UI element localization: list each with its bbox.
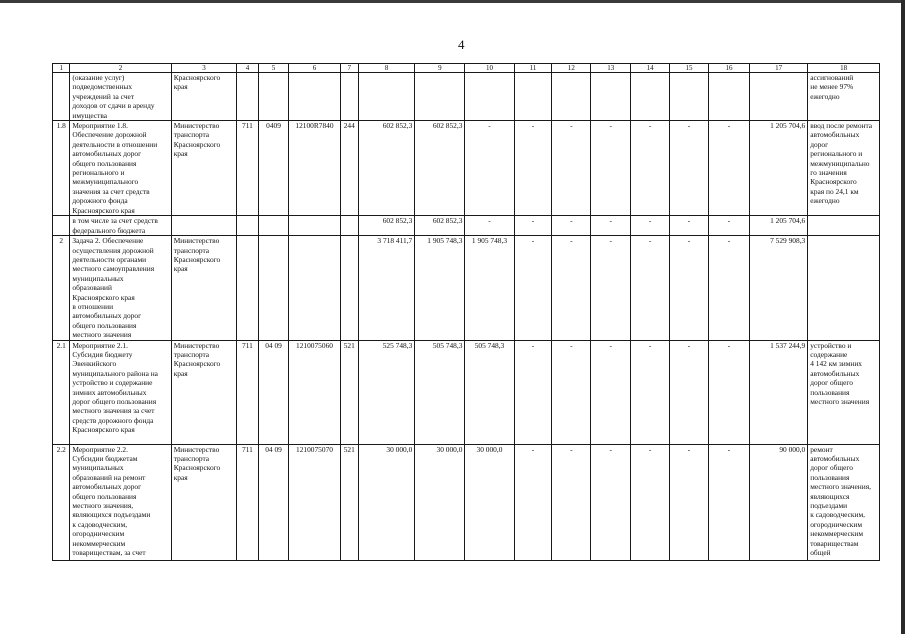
table-cell-col-10 — [465, 340, 514, 444]
cell-text: ремонт автомобильных дорог общего пользования местного значения, являющихся подъездами к садоводческим, огородническим некоммерческим товариществам общей — [810, 444, 871, 558]
cell-text: - — [570, 121, 573, 131]
cell-text: 2.1 — [56, 340, 66, 350]
cell-text: - — [687, 121, 691, 131]
table-cell-col-12 — [552, 121, 591, 216]
table-cell-col-16 — [708, 444, 749, 560]
table-cell-col-15 — [670, 216, 709, 236]
table-cell-col-18 — [808, 73, 880, 121]
table-cell-col-15 — [670, 444, 709, 560]
table-cell-col-2 — [70, 216, 171, 236]
cell-text: - — [531, 340, 535, 350]
table-cell-col-10 — [465, 216, 514, 236]
table-cell-col-1 — [53, 216, 70, 236]
table-cell-col-12 — [552, 444, 591, 560]
cell-text: 602 852,3 — [432, 216, 463, 226]
cell-text: 3 718 411,7 — [377, 236, 413, 246]
cell-text: 1.8 — [56, 121, 66, 131]
table-cell-col-11 — [514, 444, 552, 560]
cell-text: Мероприятие 2.1. Субсидия бюджету Эвенкийского муниципального района на устройство и содержание зимних автомобильных дорог общего пользования местного значения за счет средств дорожного фонда Красноярского края — [72, 340, 158, 435]
table-cell-col-11 — [514, 216, 552, 236]
cell-text: 505 748,3 — [432, 340, 463, 350]
column-header: 17 — [749, 64, 807, 73]
table-cell-col-10 — [465, 444, 514, 560]
table-row-continuation — [53, 73, 880, 121]
table-cell-col-14 — [631, 121, 670, 216]
cell-text: - — [648, 340, 652, 350]
table-cell-col-8 — [358, 121, 414, 216]
column-header: 10 — [465, 64, 514, 73]
cell-text: 711 — [242, 121, 253, 131]
table-row-federal-budget — [53, 216, 880, 236]
table-cell-col-3 — [171, 340, 237, 444]
cell-text: - — [609, 121, 612, 131]
table-cell-col-9 — [415, 121, 465, 216]
cell-text: - — [531, 216, 535, 226]
table-cell-col-10 — [465, 73, 514, 121]
table-cell-col-7 — [340, 73, 358, 121]
cell-text: - — [609, 340, 612, 350]
table-cell-col-4 — [237, 444, 258, 560]
table-cell-col-17 — [749, 121, 807, 216]
table-cell-col-6 — [289, 73, 340, 121]
cell-text: - — [488, 216, 491, 226]
cell-text: 1 537 244,9 — [770, 340, 806, 350]
cell-text: - — [648, 216, 652, 226]
table-cell-col-1 — [53, 444, 70, 560]
cell-text: 525 748,3 — [382, 340, 413, 350]
cell-text: ввод после ремонта автомобильных дорог регионального и межмуниципально го значения Красноярского края по 24,1 км ежегодно — [810, 121, 873, 206]
table-row-2-1 — [53, 340, 880, 444]
cell-text: - — [570, 216, 573, 226]
table-cell-col-3 — [171, 216, 237, 236]
table-cell-col-13 — [591, 340, 631, 444]
table-cell-col-16 — [708, 73, 749, 121]
table-cell-col-7 — [340, 340, 358, 444]
cell-text: - — [727, 340, 731, 350]
table-cell-col-13 — [591, 73, 631, 121]
cell-text: 521 — [343, 340, 355, 350]
top-border — [0, 0, 905, 3]
cell-text: 505 748,3 — [474, 340, 505, 350]
cell-text: Министерство транспорта Красноярского края — [173, 444, 221, 482]
cell-text: - — [609, 216, 612, 226]
table-cell-col-13 — [591, 444, 631, 560]
cell-text: 1210075060 — [296, 340, 333, 350]
cell-text: - — [727, 216, 731, 226]
column-header: 2 — [70, 64, 171, 73]
table-cell-col-15 — [670, 121, 709, 216]
table-cell-col-11 — [514, 236, 552, 340]
table-cell-col-6 — [289, 216, 340, 236]
cell-text: 711 — [242, 444, 253, 454]
table-cell-col-16 — [708, 340, 749, 444]
table-cell-col-14 — [631, 444, 670, 560]
table-cell-col-1 — [53, 236, 70, 340]
cell-text: 12100R7840 — [295, 121, 334, 131]
column-header: 3 — [171, 64, 237, 73]
table-cell-col-15 — [670, 236, 709, 340]
table-cell-col-12 — [552, 216, 591, 236]
table-cell-col-5 — [258, 340, 289, 444]
table-cell-col-18 — [808, 236, 880, 340]
cell-text: Красноярского края — [173, 73, 221, 92]
table-cell-col-14 — [631, 216, 670, 236]
cell-text: - — [648, 444, 652, 454]
column-header: 6 — [289, 64, 340, 73]
cell-text: 1 205 704,6 — [770, 216, 806, 226]
table-cell-col-16 — [708, 216, 749, 236]
column-header: 4 — [237, 64, 258, 73]
table-cell-col-6 — [289, 121, 340, 216]
table-cell-col-15 — [670, 340, 709, 444]
table-cell-col-18 — [808, 121, 880, 216]
table-cell-col-10 — [465, 121, 514, 216]
column-header: 8 — [358, 64, 414, 73]
cell-text: 602 852,3 — [382, 216, 413, 226]
cell-text: - — [687, 236, 691, 246]
cell-text: Задача 2. Обеспечение осуществления дорожной деятельности органами местного самоуправления муниципальных образований Красноярского края в отношении автомобильных дорог общего пользования местного значения — [72, 236, 155, 340]
table-header-row — [53, 64, 880, 73]
cell-text: 1 905 748,3 — [427, 236, 463, 246]
cell-text: 0409 — [266, 121, 281, 131]
table-cell-col-7 — [340, 444, 358, 560]
cell-text: - — [727, 236, 731, 246]
table-cell-col-8 — [358, 340, 414, 444]
cell-text: Министерство транспорта Красноярского края — [173, 121, 221, 159]
cell-text: - — [609, 444, 612, 454]
table-cell-col-5 — [258, 121, 289, 216]
cell-text: 90 000,0 — [779, 444, 806, 454]
cell-text: 521 — [343, 444, 355, 454]
table-cell-col-7 — [340, 121, 358, 216]
cell-text: 1 905 748,3 — [471, 236, 508, 246]
cell-text: 1 205 704,6 — [770, 121, 806, 131]
column-header: 7 — [340, 64, 358, 73]
table-cell-col-5 — [258, 444, 289, 560]
table-cell-col-9 — [415, 73, 465, 121]
column-header: 12 — [552, 64, 591, 73]
table-cell-col-11 — [514, 340, 552, 444]
cell-text: - — [570, 340, 573, 350]
table-cell-col-4 — [237, 236, 258, 340]
cell-text: 602 852,3 — [432, 121, 463, 131]
cell-text: - — [609, 236, 612, 246]
table-cell-col-13 — [591, 216, 631, 236]
cell-text: 30 000,0 — [386, 444, 413, 454]
table-cell-col-14 — [631, 73, 670, 121]
cell-text: Министерство транспорта Красноярского края — [173, 340, 221, 378]
table-cell-col-14 — [631, 236, 670, 340]
table-cell-col-2 — [70, 340, 171, 444]
cell-text: - — [488, 121, 491, 131]
cell-text: - — [531, 444, 535, 454]
table-cell-col-6 — [289, 340, 340, 444]
table-cell-col-7 — [340, 236, 358, 340]
cell-text: 7 529 908,3 — [770, 236, 806, 246]
cell-text: Мероприятие 1.8. Обеспечение дорожной деятельности в отношении автомобильных дорог общего пользования регионального и межмуниципального значения за счет средств дорожного фонда Красноярского края — [72, 121, 158, 215]
table-cell-col-3 — [171, 236, 237, 340]
table-cell-col-13 — [591, 236, 631, 340]
table-cell-col-6 — [289, 236, 340, 340]
table-cell-col-18 — [808, 340, 880, 444]
cell-text: - — [648, 236, 652, 246]
table-cell-col-2 — [70, 444, 171, 560]
cell-text: 04 09 — [265, 340, 282, 350]
table-cell-col-12 — [552, 73, 591, 121]
column-header: 16 — [708, 64, 749, 73]
table-cell-col-2 — [70, 121, 171, 216]
table-cell-col-16 — [708, 121, 749, 216]
table-cell-col-12 — [552, 340, 591, 444]
table-cell-col-17 — [749, 340, 807, 444]
table-cell-col-9 — [415, 444, 465, 560]
cell-text: - — [531, 121, 535, 131]
cell-text: ассигнований не менее 97% ежегодно — [810, 73, 854, 101]
table-cell-col-3 — [171, 121, 237, 216]
column-header: 9 — [415, 64, 465, 73]
cell-text: - — [687, 444, 691, 454]
table-cell-col-17 — [749, 444, 807, 560]
cell-text: в том числе за счет средств федерального бюджета — [72, 216, 158, 235]
cell-text: - — [687, 340, 691, 350]
table-cell-col-10 — [465, 236, 514, 340]
cell-text: 30 000,0 — [436, 444, 463, 454]
cell-text: 2.2 — [56, 444, 66, 454]
table-cell-col-8 — [358, 216, 414, 236]
cell-text: устройство и содержание 4 142 км зимних автомобильных дорог общего пользования местного значения — [810, 340, 870, 406]
table-cell-col-5 — [258, 216, 289, 236]
table-cell-col-9 — [415, 236, 465, 340]
cell-text: 1210075070 — [296, 444, 333, 454]
table-cell-col-5 — [258, 236, 289, 340]
column-header: 1 — [53, 64, 70, 73]
table-cell-col-8 — [358, 236, 414, 340]
column-header: 5 — [258, 64, 289, 73]
table-cell-col-15 — [670, 73, 709, 121]
column-header: 14 — [631, 64, 670, 73]
table-cell-col-3 — [171, 444, 237, 560]
table-cell-col-6 — [289, 444, 340, 560]
table-cell-col-3 — [171, 73, 237, 121]
table-cell-col-1 — [53, 121, 70, 216]
cell-text: 602 852,3 — [382, 121, 413, 131]
table-cell-col-11 — [514, 73, 552, 121]
table-cell-col-18 — [808, 216, 880, 236]
table-cell-col-8 — [358, 444, 414, 560]
column-header: 15 — [670, 64, 709, 73]
cell-text: (оказание услуг) подведомственных учреждений за счет доходов от сдачи в аренду имущества — [72, 73, 155, 120]
cell-text: 30 000,0 — [476, 444, 503, 454]
cell-text: - — [531, 236, 535, 246]
table-cell-col-9 — [415, 340, 465, 444]
cell-text: - — [648, 121, 652, 131]
table-cell-col-2 — [70, 73, 171, 121]
table-cell-col-8 — [358, 73, 414, 121]
table-cell-col-4 — [237, 73, 258, 121]
table-cell-col-13 — [591, 121, 631, 216]
table-cell-col-1 — [53, 340, 70, 444]
table-cell-col-12 — [552, 236, 591, 340]
cell-text: - — [727, 444, 731, 454]
table-cell-col-18 — [808, 444, 880, 560]
column-header: 13 — [591, 64, 631, 73]
table-cell-col-16 — [708, 236, 749, 340]
column-header: 18 — [808, 64, 880, 73]
cell-text: 244 — [343, 121, 355, 131]
cell-text: - — [727, 121, 731, 131]
column-header: 11 — [514, 64, 552, 73]
cell-text: Министерство транспорта Красноярского края — [173, 236, 221, 274]
table-cell-col-17 — [749, 216, 807, 236]
right-border — [901, 0, 905, 634]
cell-text: 2 — [59, 236, 64, 246]
table-cell-col-11 — [514, 121, 552, 216]
table-cell-col-2 — [70, 236, 171, 340]
table-cell-col-9 — [415, 216, 465, 236]
table-row-2-2 — [53, 444, 880, 560]
table-cell-col-7 — [340, 216, 358, 236]
table-row-1-8 — [53, 121, 880, 216]
cell-text: - — [570, 444, 573, 454]
table-cell-col-1 — [53, 73, 70, 121]
cell-text: Мероприятие 2.2. Субсидии бюджетам муниципальных образований на ремонт автомобильных дорог общего пользования местного значения, являющихся подъездами к садоводческим, огородническим некоммерческим товариществам, за счет — [72, 444, 151, 558]
budget-table — [52, 63, 880, 561]
table-cell-col-17 — [749, 73, 807, 121]
table-cell-col-4 — [237, 216, 258, 236]
page-number: 4 — [458, 37, 465, 52]
cell-text: - — [687, 216, 691, 226]
table-cell-col-5 — [258, 73, 289, 121]
table-cell-col-14 — [631, 340, 670, 444]
cell-text: - — [570, 236, 573, 246]
table-cell-col-4 — [237, 121, 258, 216]
table-row-task-2 — [53, 236, 880, 340]
cell-text: 711 — [242, 340, 253, 350]
table-cell-col-4 — [237, 340, 258, 444]
table-cell-col-17 — [749, 236, 807, 340]
cell-text: 04 09 — [265, 444, 282, 454]
